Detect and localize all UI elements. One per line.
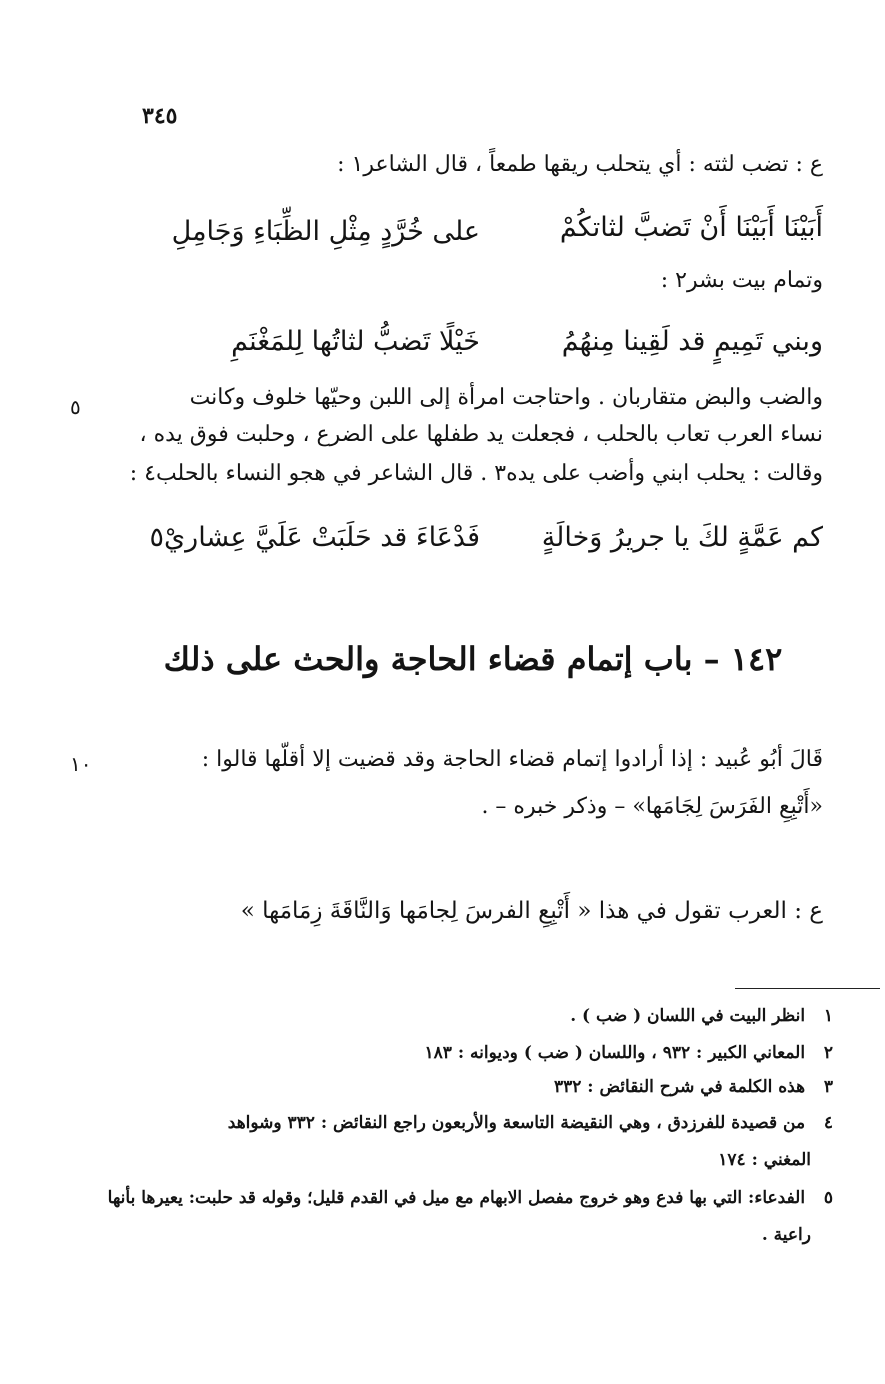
verse-3-first-hemistich: كم عَمَّةٍ لكَ يا جريرُ وَخالَةٍ (541, 522, 823, 553)
chapter-heading: ١٤٢ – باب إتمام قضاء الحاجة والحث على ذلك (163, 640, 783, 678)
footnote-5-continuation: راعية . (761, 1225, 811, 1245)
footnote-text: من قصيدة للفرزدق ، وهي النقيضة التاسعة والأربعون راجع النقائض : ٣٣٢ وشواهد (227, 1113, 806, 1133)
footnote-text: المعاني الكبير : ٩٣٢ ، واللسان ( ضب ) وديوانه : ١٨٣ (424, 1043, 806, 1063)
verse-2-second-hemistich: خَيْلًا تَضبُّ لثاتُها لِلمَغْنَمِ (231, 326, 480, 357)
footnote-4-continuation: المغني : ١٧٤ (718, 1150, 811, 1170)
footnote-text: انظر البيت في اللسان ( ضب ) . (570, 1006, 806, 1026)
footnote-text: الفدعاء: التي بها فدع وهو خروج مفصل الابهام مع ميل في القدم قليل؛ وقوله قد حلبت: يعيرها بأنها (107, 1188, 806, 1208)
paragraph-1: ع : تضب لثته : أي يتحلب ريقها طمعاً ، قال الشاعر١ : (337, 152, 823, 177)
paragraph-4-line-1: قَالَ أبُو عُبيد : إذا أرادوا إتمام قضاء الحاجة وقد قضيت إلا أقلّها قالوا : (201, 747, 823, 772)
footnote-3 (133, 1077, 833, 1097)
footnote-1 (133, 1006, 833, 1026)
footnote-number: ٣ (823, 1077, 833, 1097)
paragraph-5: ع : العرب تقول في هذا « أَتْبِعِ الفرسَ لِجامَها وَالنَّاقَةَ زِمَامَها » (240, 898, 823, 924)
paragraph-4-line-2: «أَتْبِعِ الفَرَسَ لِجَامَها» – وذكر خبره – . (481, 794, 823, 819)
paragraph-3-line-1: والضب والبض متقاربان . واحتاجت امرأة إلى اللبن وحيّها خلوف وكانت (189, 385, 823, 410)
paragraph-3-line-3: وقالت : يحلب ابني وأضب على يده٣ . قال الشاعر في هجو النساء بالحلب٤ : (129, 461, 823, 486)
footnote-2 (133, 1043, 833, 1063)
verse-2-first-hemistich: وبني تَمِيمٍ قد لَقِينا مِنهُمُ (561, 326, 823, 357)
footnote-number: ٢ (823, 1043, 833, 1063)
footnote-4 (133, 1113, 833, 1133)
footnote-divider (735, 988, 880, 989)
footnote-number: ٥ (823, 1188, 833, 1208)
page-number: ٣٤٥ (142, 103, 178, 129)
footnote-number: ٤ (823, 1113, 833, 1133)
footnote-5 (107, 1188, 833, 1208)
paragraph-3-line-2: نساء العرب تعاب بالحلب ، فجعلت يد طفلها على الضرع ، وحلبت فوق يده ، (139, 422, 823, 447)
margin-line-number-10: ١٠ (70, 752, 92, 776)
verse-1-second-hemistich: على خُرَّدٍ مِثْلِ الظِّبَاءِ وَجَامِلِ (171, 216, 480, 247)
verse-1-first-hemistich: أَبَيْنَا أَبَيْنَا أَنْ تَضبَّ لثاتكُمْ (559, 212, 823, 243)
margin-line-number-5: ٥ (70, 395, 81, 419)
paragraph-2: وتمام بيت بشر٢ : (660, 268, 823, 293)
footnote-text: هذه الكلمة في شرح النقائض : ٣٣٢ (553, 1077, 806, 1097)
verse-3-second-hemistich: فَدْعَاءَ قد حَلَبَتْ عَلَيَّ عِشاريْ٥ (149, 522, 480, 553)
footnote-number: ١ (823, 1006, 833, 1026)
